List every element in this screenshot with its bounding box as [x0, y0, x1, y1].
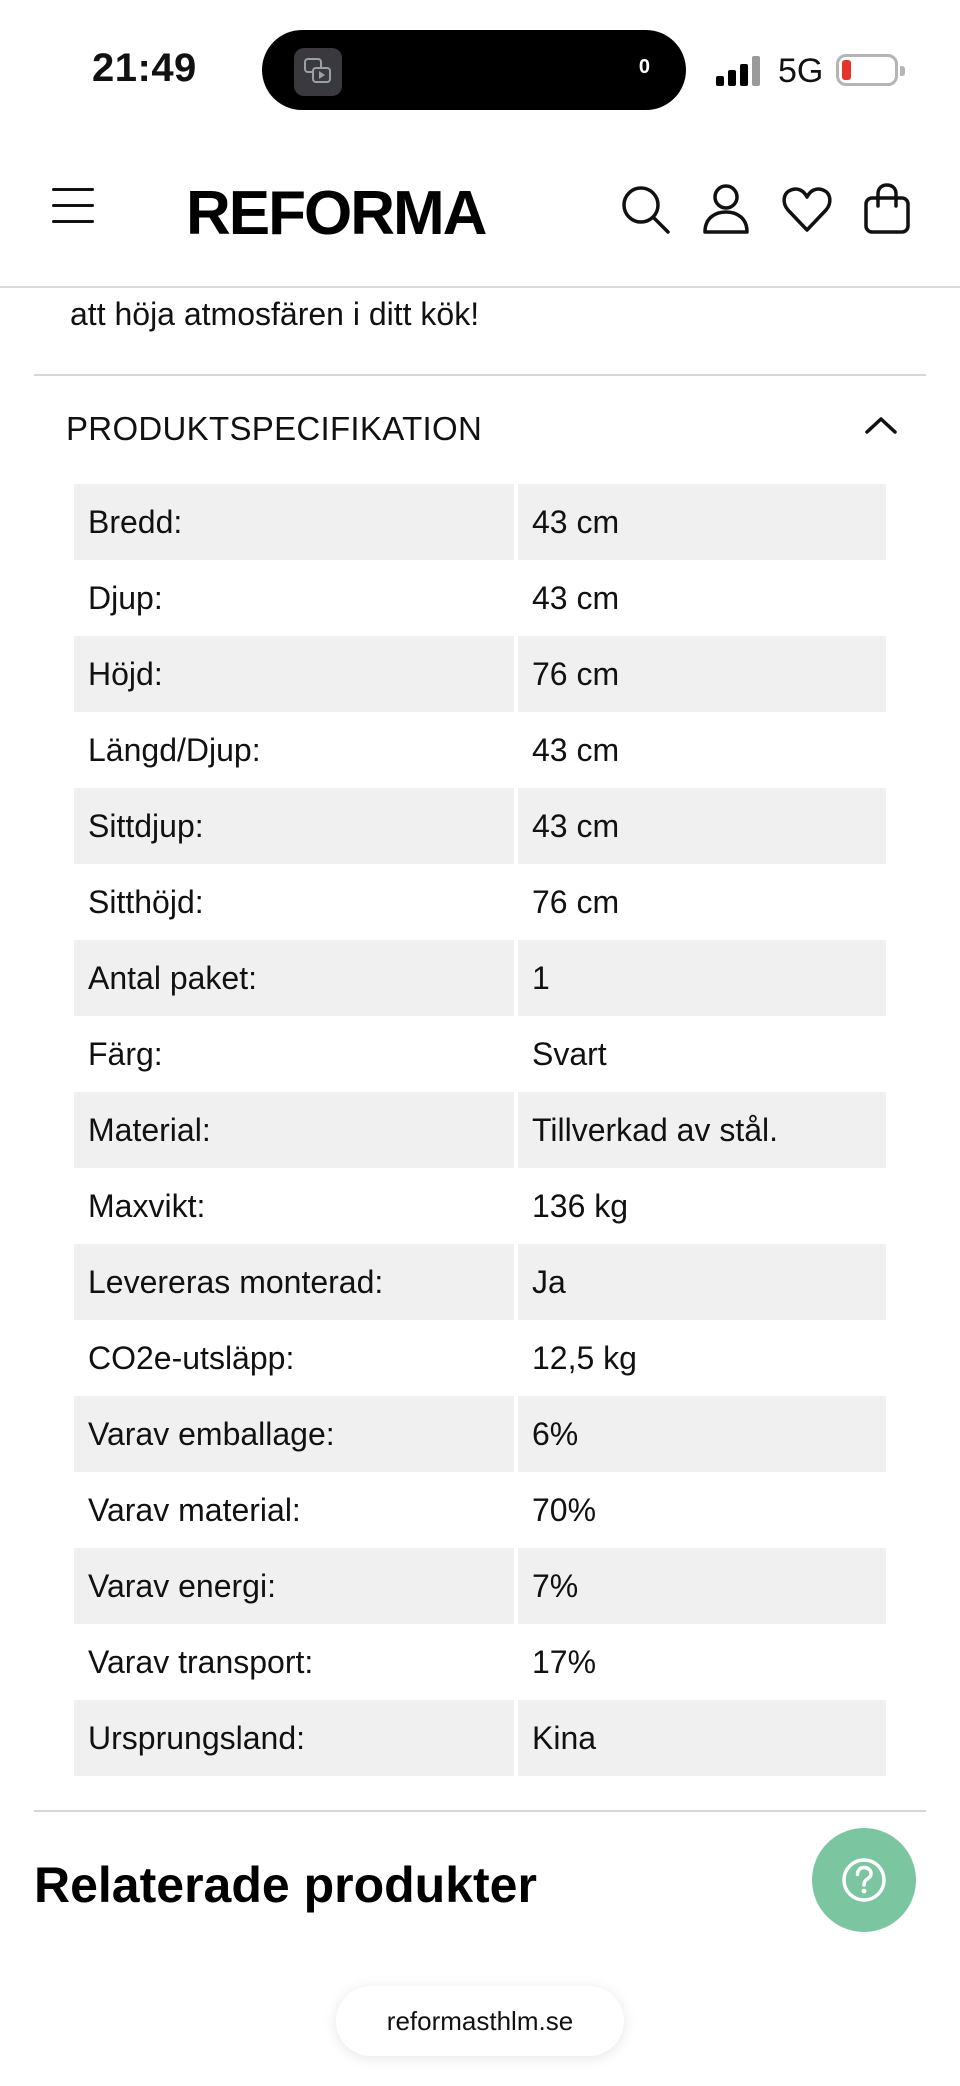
spec-row	[74, 1396, 886, 1472]
spec-value: 6%	[518, 1396, 886, 1472]
spec-row	[74, 864, 886, 940]
spec-value: 1	[518, 940, 886, 1016]
spec-value: Tillverkad av stål.	[518, 1092, 886, 1168]
spec-value: 43 cm	[518, 484, 886, 560]
spec-value: 76 cm	[518, 636, 886, 712]
spec-label: Varav energi:	[74, 1548, 514, 1624]
spec-section-title: PRODUKTSPECIFIKATION	[66, 410, 483, 447]
search-icon[interactable]	[618, 182, 672, 236]
spec-row	[74, 1016, 886, 1092]
brand-logo[interactable]: REFORMA	[186, 179, 486, 248]
battery-level	[842, 60, 851, 80]
browser-url-bar[interactable]: reformasthlm.se	[336, 1986, 624, 2056]
spec-value: Ja	[518, 1244, 886, 1320]
product-description: att höja atmosfären i ditt kök!	[70, 296, 480, 332]
spec-row	[74, 560, 886, 636]
island-counter: 0	[638, 56, 650, 78]
spec-label: Bredd:	[74, 484, 514, 560]
spec-label: Levereras monterad:	[74, 1244, 514, 1320]
spec-row	[74, 1168, 886, 1244]
spec-row	[74, 712, 886, 788]
cart-icon[interactable]	[860, 182, 914, 236]
help-button[interactable]	[812, 1828, 916, 1932]
question-icon	[840, 1856, 888, 1904]
spec-row	[74, 1472, 886, 1548]
menu-icon[interactable]	[52, 188, 94, 224]
spec-label: Sitthöjd:	[88, 883, 204, 920]
spec-label: Varav emballage:	[74, 1396, 514, 1472]
spec-value: 7%	[518, 1548, 886, 1624]
spec-label: Sittdjup:	[74, 788, 514, 864]
spec-value: 136 kg	[532, 1187, 629, 1224]
spec-row	[74, 1092, 886, 1168]
spec-value: 76 cm	[532, 883, 620, 920]
spec-value: 70%	[532, 1491, 597, 1528]
spec-row	[74, 1548, 886, 1624]
spec-row	[74, 1244, 886, 1320]
spec-row	[74, 940, 886, 1016]
related-products-heading: Relaterade produkter	[34, 1857, 537, 1913]
chevron-up-icon	[864, 414, 898, 441]
status-time: 21:49	[92, 46, 197, 90]
spec-label: Färg:	[88, 1035, 163, 1072]
spec-row	[74, 484, 886, 560]
spec-label: Längd/Djup:	[88, 731, 261, 768]
spec-label: Höjd:	[74, 636, 514, 712]
spec-value: Kina	[518, 1700, 886, 1776]
heart-icon[interactable]	[780, 182, 834, 236]
spec-value: 12,5 kg	[532, 1339, 637, 1376]
spec-row	[74, 788, 886, 864]
section-divider	[34, 1810, 926, 1812]
battery-icon	[836, 54, 898, 86]
spec-label: Ursprungsland:	[74, 1700, 514, 1776]
spec-label: Djup:	[88, 579, 163, 616]
spec-value: 43 cm	[532, 579, 620, 616]
spec-row	[74, 636, 886, 712]
spec-label: Varav transport:	[88, 1643, 314, 1680]
site-header	[0, 140, 960, 288]
spec-value: Svart	[532, 1035, 607, 1072]
network-type: 5G	[778, 52, 824, 90]
spec-row	[74, 1700, 886, 1776]
spec-value: 43 cm	[518, 788, 886, 864]
spec-table	[74, 484, 886, 1776]
spec-value: 17%	[532, 1643, 597, 1680]
spec-accordion-toggle[interactable]	[34, 376, 926, 480]
spec-row	[74, 1624, 886, 1700]
dynamic-island[interactable]	[262, 30, 686, 110]
spec-label: Varav material:	[88, 1491, 301, 1528]
spec-label: CO2e-utsläpp:	[88, 1339, 295, 1376]
screen-mirror-icon	[294, 48, 342, 96]
spec-label: Maxvikt:	[88, 1187, 206, 1224]
account-icon[interactable]	[699, 182, 753, 236]
cellular-signal-icon	[716, 56, 764, 86]
spec-label: Antal paket:	[74, 940, 514, 1016]
spec-label: Material:	[74, 1092, 514, 1168]
spec-row	[74, 1320, 886, 1396]
status-bar	[0, 0, 960, 140]
spec-value: 43 cm	[532, 731, 620, 768]
